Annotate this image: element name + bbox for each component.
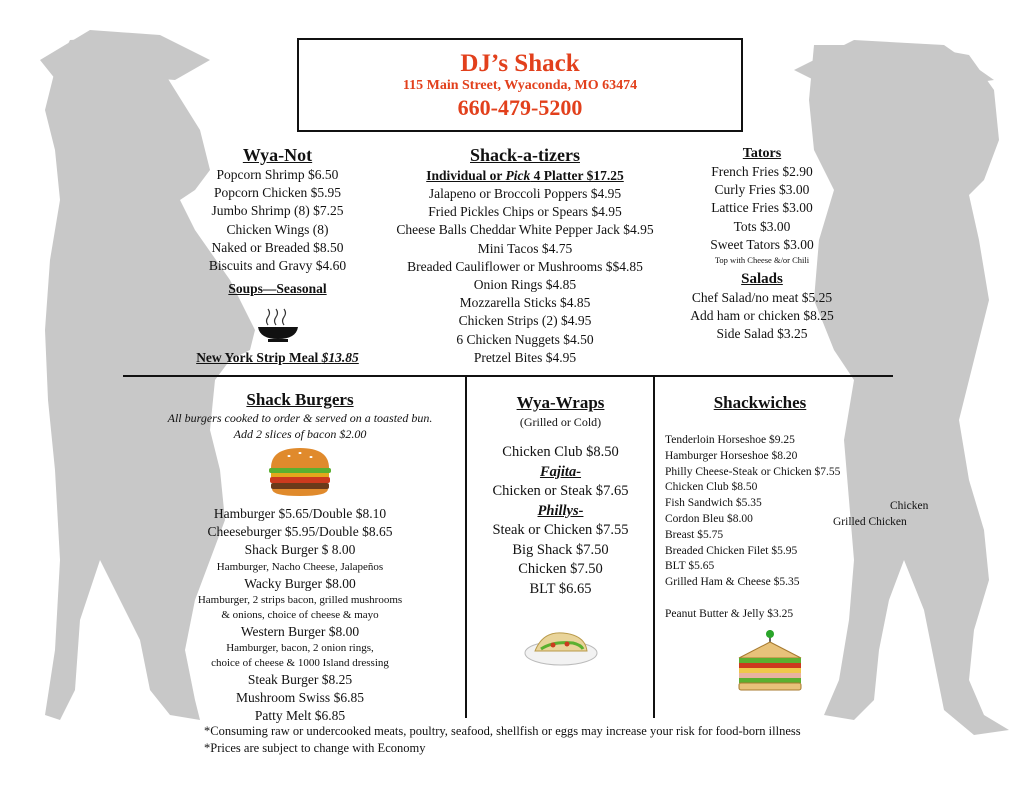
- list-item: Mozzarella Sticks $4.85: [459, 295, 591, 311]
- list-item: Cheese Balls Cheddar White Pepper Jack $4.95: [396, 222, 654, 238]
- footer-disclaimer: *Consuming raw or undercooked meats, poultry, seafood, shellfish or eggs may increase your risk for food-born illness: [204, 724, 801, 738]
- shackwiches-side-chicken: Chicken: [890, 500, 929, 512]
- platter-text-b: 4 Platter $17.25: [530, 168, 624, 183]
- list-item-note: & onions, choice of cheese & mayo: [221, 608, 379, 621]
- list-item-heading: Fajita-: [539, 463, 582, 480]
- soup-bowl-icon: [248, 303, 308, 343]
- wya-not-section: [170, 145, 385, 366]
- divider-horizontal: [123, 375, 893, 377]
- list-item: Patty Melt $6.85: [254, 708, 346, 724]
- restaurant-address: 115 Main Street, Wyaconda, MO 63474: [402, 78, 638, 93]
- club-sandwich-icon: [735, 628, 805, 694]
- list-item: Mushroom Swiss $6.85: [236, 690, 364, 706]
- wya-not-list: [170, 166, 385, 275]
- list-item: Tenderloin Horseshoe $9.25: [665, 434, 795, 446]
- shackwiches-side-grilled: Grilled Chicken: [833, 516, 907, 528]
- list-item: Mini Tacos $4.75: [477, 240, 573, 256]
- list-item: French Fries $2.90: [711, 164, 813, 179]
- shackatizers-title: Shack-a-tizers: [470, 145, 580, 165]
- list-item: Cheeseburger $5.95/Double $8.65: [207, 524, 393, 540]
- list-item: Jalapeno or Broccoli Poppers $4.95: [428, 186, 622, 201]
- list-item-note: Hamburger, Nacho Cheese, Jalapeños: [216, 560, 384, 573]
- burgers-note-2: Add 2 slices of bacon $2.00: [233, 427, 367, 441]
- list-item: Peanut Butter & Jelly $3.25: [665, 607, 794, 620]
- platter-pick: Pick: [505, 168, 531, 183]
- salads-title: Salads: [741, 271, 783, 288]
- list-item: Lattice Fries $3.00: [711, 200, 813, 216]
- list-item: Philly Cheese-Steak or Chicken $7.55: [665, 465, 841, 478]
- list-item: Breaded Chicken Filet $5.95: [665, 544, 798, 557]
- divider-vertical-2: [653, 376, 655, 718]
- list-item: BLT $6.65: [529, 580, 592, 597]
- list-item: Breaded Cauliflower or Mushrooms $$4.85: [407, 258, 643, 274]
- list-item: Tots $3.00: [733, 218, 791, 234]
- header-box: [297, 38, 743, 132]
- list-item: Cordon Bleu $8.00: [665, 512, 753, 525]
- list-item: Hamburger $5.65/Double $8.10: [213, 506, 387, 521]
- list-item: Sweet Tators $3.00: [710, 236, 814, 252]
- list-item-note: Hamburger, bacon, 2 onion rings,: [226, 642, 374, 655]
- tators-section: [672, 145, 852, 344]
- strip-meal-price: $13.85: [321, 350, 359, 366]
- list-item: Chicken or Steak $7.65: [492, 483, 629, 499]
- list-item: Biscuits and Gravy $4.60: [208, 258, 347, 274]
- wraps-section: [468, 393, 653, 672]
- list-item: Pretzel Bites $4.95: [473, 349, 577, 365]
- list-item: Chicken Club $8.50: [502, 444, 619, 460]
- list-item: Jumbo Shrimp (8) $7.25: [211, 203, 344, 219]
- shackwiches-section: [665, 393, 895, 623]
- list-item: Fish Sandwich $5.35: [665, 497, 762, 510]
- list-item: Big Shack $7.50: [512, 541, 609, 558]
- list-item: Grilled Ham & Cheese $5.35: [665, 576, 800, 589]
- restaurant-phone: 660-479-5200: [457, 95, 583, 120]
- shackatizers-section: [370, 145, 680, 367]
- tators-note: Top with Cheese &/or Chili: [714, 255, 810, 266]
- platter-text-a: Individual or: [426, 168, 506, 183]
- burgers-list: [135, 505, 465, 726]
- strip-meal: [170, 350, 385, 366]
- wraps-list: [468, 443, 653, 599]
- list-item-note: choice of cheese & 1000 Island dressing: [211, 657, 389, 670]
- list-item: Chicken $7.50: [518, 561, 603, 577]
- soups-label: Soups—Seasonal: [228, 281, 327, 297]
- platter-line: [370, 166, 680, 185]
- list-item: [665, 591, 895, 607]
- divider-vertical-1: [465, 376, 467, 718]
- list-item: 6 Chicken Nuggets $4.50: [456, 331, 594, 347]
- list-item: Steak or Chicken $7.55: [492, 522, 629, 538]
- hamburger-icon: [267, 446, 333, 498]
- list-item: Curly Fries $3.00: [714, 182, 810, 198]
- shackwiches-title: Shackwiches: [713, 393, 807, 412]
- list-item: Chef Salad/no meat $5.25: [691, 290, 833, 306]
- wraps-title: Wya-Wraps: [516, 393, 605, 412]
- restaurant-name: DJ’s Shack: [460, 50, 580, 77]
- list-item: Onion Rings $4.85: [473, 277, 577, 293]
- strip-meal-label: New York Strip Meal: [196, 350, 322, 366]
- list-item: Chicken Strips (2) $4.95: [458, 313, 592, 329]
- burgers-title: Shack Burgers: [246, 390, 354, 409]
- list-item: Add ham or chicken $8.25: [690, 308, 834, 324]
- list-item: Western Burger $8.00: [240, 623, 360, 639]
- list-item: Side Salad $3.25: [716, 326, 808, 342]
- list-item: Chicken Club $8.50: [665, 481, 758, 494]
- list-item-heading: Phillys-: [537, 502, 584, 519]
- list-item: Naked or Breaded $8.50: [211, 239, 344, 255]
- list-item: Chicken Wings (8): [226, 221, 329, 237]
- list-item: Hamburger Horseshoe $8.20: [665, 449, 798, 462]
- tators-title: Tators: [742, 146, 782, 161]
- wrap-plate-icon: [523, 623, 599, 667]
- burgers-section: [135, 390, 465, 726]
- footer-prices-note: *Prices are subject to change with Economy: [204, 741, 426, 755]
- list-item: BLT $5.65: [665, 560, 715, 573]
- list-item: Shack Burger $ 8.00: [244, 542, 356, 558]
- wraps-subtitle: (Grilled or Cold): [519, 415, 602, 429]
- list-item: Steak Burger $8.25: [247, 672, 353, 688]
- list-item-note: Hamburger, 2 strips bacon, grilled mushrooms: [197, 593, 403, 606]
- list-item: Popcorn Chicken $5.95: [213, 185, 342, 201]
- list-item: Wacky Burger $8.00: [244, 575, 356, 591]
- burgers-note-1: All burgers cooked to order & served on a toasted bun.: [167, 411, 433, 425]
- list-item: Popcorn Shrimp $6.50: [216, 167, 339, 182]
- list-item: Breast $5.75: [665, 528, 724, 541]
- wya-not-title: Wya-Not: [242, 145, 313, 165]
- list-item: Fried Pickles Chips or Spears $4.95: [428, 204, 622, 220]
